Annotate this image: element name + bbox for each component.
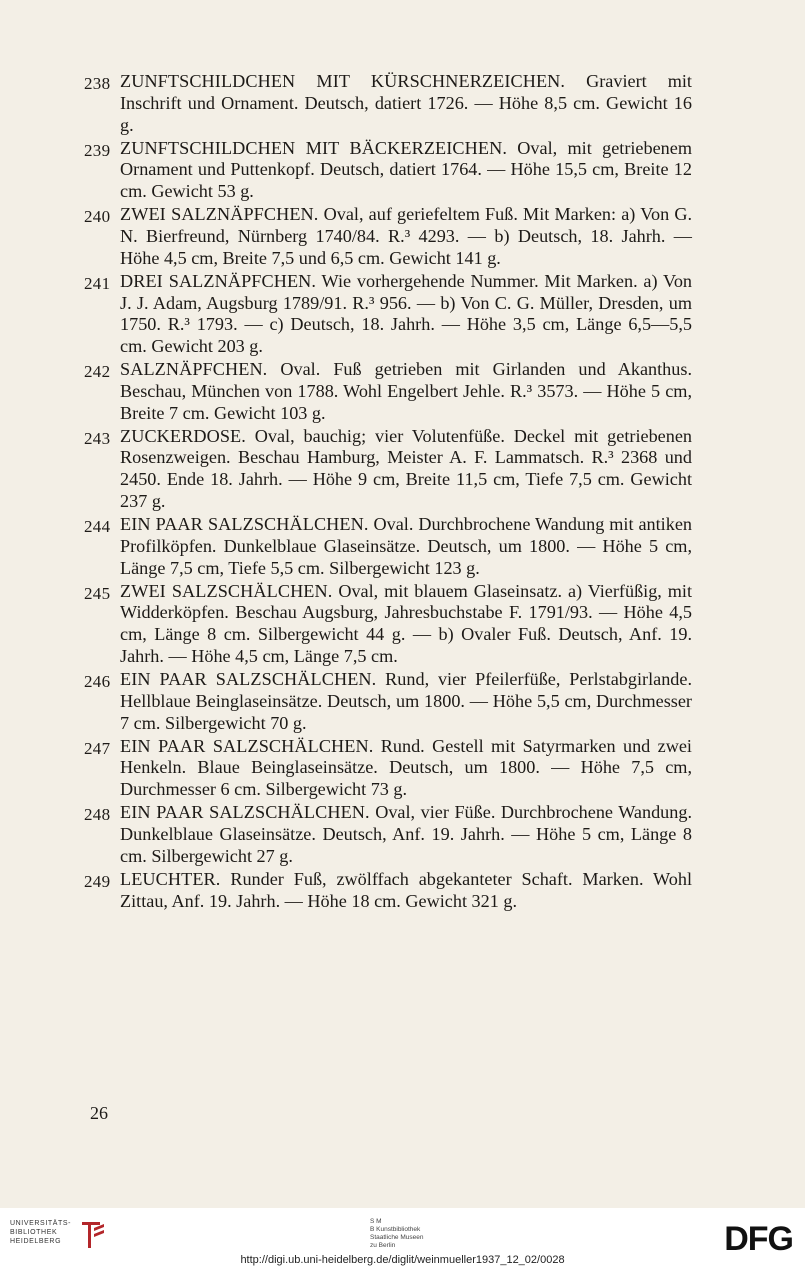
catalog-entry-240	[84, 204, 692, 269]
source-url-link[interactable]: http://digi.ub.uni-heidelberg.de/diglit/weinmueller1937_12_02/0028	[240, 1254, 565, 1266]
lot-number: 248	[84, 805, 111, 825]
lot-description: Oval, mit blauem Glaseinsatz. a) Vierfüßig, mit Widderköpfen. Beschau Augsburg, Jahresbuchstabe F. 1791/93. — Höhe 4,5 cm, Länge 8 cm. Silbergewicht 44 g. — b) Ovaler Fuß. Deutsch, Anf. 19. Jahrh. — Höhe 4,5 cm, Länge 7,5 cm.	[120, 580, 693, 667]
lot-description: Graviert mit Inschrift und Ornament. Deutsch, datiert 1726. — Höhe 8,5 cm. Gewicht 16 g.	[120, 71, 692, 135]
catalog-entry-241	[84, 271, 692, 358]
lot-description: Oval. Durchbrochene Wandung mit antiken Profilköpfen. Dunkelblaue Glaseinsätze. Deutsch, um 1800. — Höhe 5 cm, Länge 7,5 cm, Tiefe 5,5 cm. Silbergewicht 123 g.	[120, 514, 692, 578]
catalog-entry-242	[84, 359, 692, 424]
lot-title: LEUCHTER.	[120, 868, 221, 889]
lot-title: SALZNÄPFCHEN.	[120, 359, 268, 380]
digitization-footer	[0, 1208, 805, 1267]
lot-description: Oval, mit getriebenem Ornament und Puttenkopf. Deutsch, datiert 1764. — Höhe 15,5 cm, Breite 12 cm. Gewicht 53 g.	[120, 137, 692, 202]
lot-description: Oval, bauchig; vier Volutenfüße. Deckel mit getriebenen Rosenzweigen. Beschau Hamburg, Meister A. F. Lammatsch. R.³ 2368 und 2450. Ende 18. Jahrh. — Höhe 9 cm, Breite 11,5 cm, Tiefe 7,5 cm. Gewicht 237 g.	[120, 425, 693, 512]
catalog-entry-238	[84, 71, 692, 136]
lot-number: 246	[84, 672, 111, 692]
logo-line: HEIDELBERG	[10, 1238, 62, 1245]
stamp-line: B Kunstbibliothek	[370, 1226, 421, 1233]
dfg-logo[interactable]: DFG	[724, 1220, 793, 1258]
lot-number: 249	[84, 871, 111, 891]
lot-number: 244	[84, 517, 111, 537]
university-library-logo[interactable]	[10, 1218, 110, 1256]
catalog-entry-245	[84, 581, 692, 668]
library-emblem-icon	[80, 1218, 108, 1254]
lot-title: ZWEI SALZNÄPFCHEN.	[120, 204, 319, 225]
lot-title: EIN PAAR SALZSCHÄLCHEN.	[120, 735, 374, 756]
lot-number: 245	[84, 583, 111, 603]
lot-title: EIN PAAR SALZSCHÄLCHEN.	[120, 514, 369, 535]
catalog-entry-243	[84, 426, 692, 513]
catalog-entry-248	[84, 802, 692, 867]
lot-description: Wie vorhergehende Nummer. Mit Marken. a) Von J. J. Adam, Augsburg 1789/91. R.³ 956. — b) Von C. G. Müller, Dresden, um 1750. R.³ 1793. — c) Deutsch, 18. Jahrh. — Höhe 3,5 cm, Länge 6,5—5,5 cm. Gewicht 203 g.	[120, 270, 693, 357]
page-number: 26	[90, 1103, 108, 1123]
lot-title: DREI SALZNÄPFCHEN.	[120, 270, 317, 291]
museum-stamp	[370, 1218, 480, 1250]
lot-description: Rund. Gestell mit Satyrmarken und zwei Henkeln. Blaue Beinglaseinsätze. Deutsch, um 1800. — Höhe 7,5 cm, Durchmesser 6 cm. Silbergewicht 73 g.	[120, 735, 692, 800]
lot-description: Oval, vier Füße. Durchbrochene Wandung. Dunkelblaue Glaseinsätze. Deutsch, Anf. 19. Jahrh. — Höhe 5 cm, Länge 8 cm. Silbergewicht 27 g.	[120, 802, 692, 866]
lot-description: Oval, auf geriefeltem Fuß. Mit Marken: a) Von G. N. Bierfreund, Nürnberg 1740/84. R.³ 4293. — b) Deutsch, 18. Jahrh. — Höhe 4,5 cm, Breite 7,5 und 6,5 cm. Gewicht 141 g.	[120, 204, 693, 268]
lot-title: ZUCKERDOSE.	[120, 425, 246, 446]
catalog-entry-246	[84, 669, 692, 734]
catalog-entry-247	[84, 736, 692, 801]
lot-description: Runder Fuß, zwölffach abgekanteter Schaft. Marken. Wohl Zittau, Anf. 19. Jahrh. — Höhe 18 cm. Gewicht 321 g.	[120, 868, 693, 911]
lot-number: 238	[84, 74, 111, 93]
catalog-entry-244	[84, 514, 692, 579]
lot-title: EIN PAAR SALZSCHÄLCHEN.	[120, 669, 377, 690]
lot-description: Oval. Fuß getrieben mit Girlanden und Akanthus. Beschau, München von 1788. Wohl Engelbert Jehle. R.³ 3573. — Höhe 5 cm, Breite 7 cm. Gewicht 103 g.	[120, 359, 692, 423]
lot-number: 243	[84, 428, 111, 448]
stamp-line: zu Berlin	[370, 1242, 396, 1249]
lot-title: ZWEI SALZSCHÄLCHEN.	[120, 580, 333, 601]
lot-number: 247	[84, 738, 111, 758]
lot-number: 242	[84, 362, 111, 382]
catalog-entry-239	[84, 138, 692, 203]
lot-title: ZUNFTSCHILDCHEN MIT KÜRSCHNERZEICHEN.	[120, 71, 566, 91]
stamp-line: Staatliche Museen	[370, 1234, 424, 1241]
lot-number: 241	[84, 273, 111, 293]
lot-number: 240	[84, 207, 111, 227]
logo-line: BIBLIOTHEK	[10, 1229, 58, 1236]
lot-number: 239	[84, 140, 111, 160]
stamp-line: S M	[370, 1218, 382, 1225]
lot-title: EIN PAAR SALZSCHÄLCHEN.	[120, 802, 370, 823]
catalog-entries	[84, 71, 692, 914]
lot-description: Rund, vier Pfeilerfüße, Perlstabgirlande. Hellblaue Beinglaseinsätze. Deutsch, um 1800. — Höhe 5,5 cm, Durchmesser 7 cm. Silbergewicht 70 g.	[120, 669, 693, 733]
logo-line: UNIVERSITÄTS-	[10, 1220, 72, 1227]
lot-title: ZUNFTSCHILDCHEN MIT BÄCKERZEICHEN.	[120, 137, 507, 158]
catalog-entry-249	[84, 869, 692, 913]
